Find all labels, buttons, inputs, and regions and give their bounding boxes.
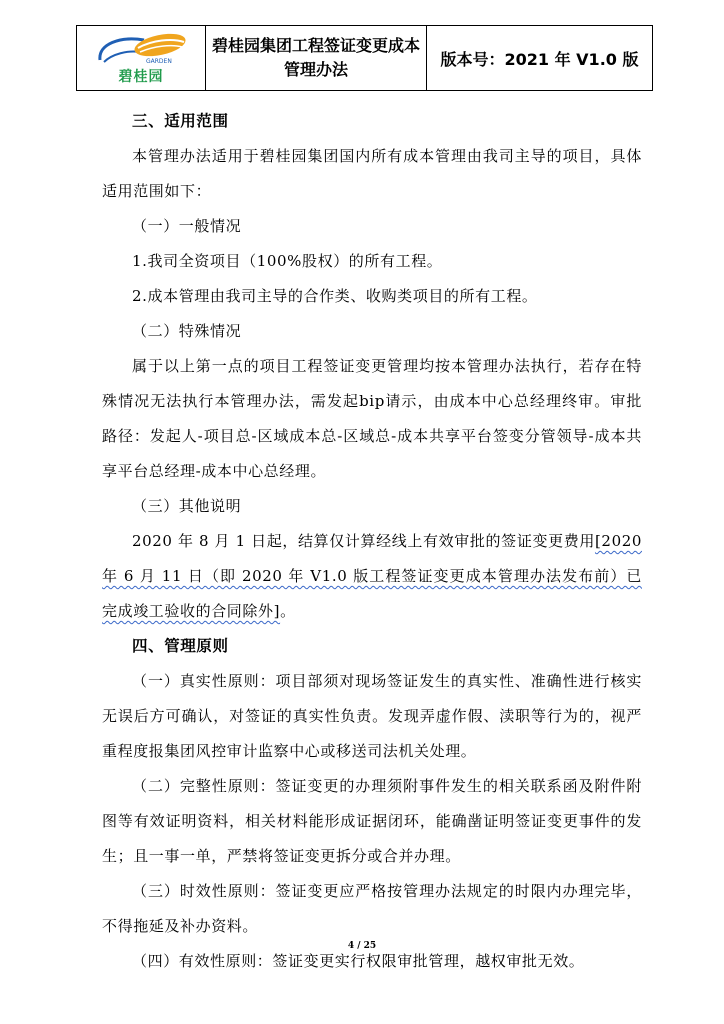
- other-notes-text: 2020 年 8 月 1 日起，结算仅计算经线上有效审批的签证变更费用: [132, 532, 595, 550]
- other-notes-exception: [2020 年 6 月 11 日（即 2020 年 V1.0 版工程签证变更成本管理办法发布前）已完成竣工验收的合同除外]: [102, 532, 642, 620]
- principle-authenticity: （一）真实性原则：项目部须对现场签证发生的真实性、准确性进行核实无误后方可确认，对签证的真实性负责。发现弄虚作假、渎职等行为的，视严重程度报集团风控审计监察中心或移送司法机关处理。: [102, 672, 642, 760]
- principle-completeness: （二）完整性原则：签证变更的办理须附事件发生的相关联系函及附件附图等有效证明资料，相关材料能形成证据闭环，能确凿证明签证变更事件的发生；且一事一单，严禁将签证变更拆分或合并办理。: [102, 777, 642, 865]
- document-body: [102, 104, 642, 979]
- page-number: 4 / 25: [347, 941, 377, 951]
- version-label: 版本号：2021 年 V1.0 版: [427, 26, 653, 91]
- section-3-heading: 三、适用范围: [132, 112, 229, 130]
- section-4-heading: 四、管理原则: [132, 637, 229, 655]
- other-notes-paragraph: [102, 524, 642, 629]
- section-3-intro: 本管理办法适用于碧桂园集团国内所有成本管理由我司主导的项目，具体适用范围如下：: [102, 147, 642, 200]
- principle-validity: （四）有效性原则：签证变更实行权限审批管理，越权审批无效。: [132, 952, 585, 970]
- scope-item-1: 1.我司全资项目（100%股权）的所有工程。: [132, 252, 443, 270]
- logo-cell: [77, 26, 206, 91]
- principle-timeliness: （三）时效性原则：签证变更应严格按管理办法规定的时限内办理完毕，不得拖延及补办资料。: [102, 882, 642, 935]
- logo-text: 碧桂园: [118, 69, 164, 85]
- subsection-general-heading: （一）一般情况: [132, 217, 242, 235]
- scope-item-2: 2.成本管理由我司主导的合作类、收购类项目的所有工程。: [132, 287, 538, 305]
- company-logo: [86, 30, 196, 86]
- logo-swoosh-icon: [94, 30, 190, 70]
- other-notes-end: 。: [280, 602, 296, 620]
- header-table: [76, 25, 653, 91]
- document-title: 碧桂园集团工程签证变更成本管理办法: [206, 26, 427, 91]
- svg-text:GARDEN: GARDEN: [146, 58, 172, 65]
- subsection-special-heading: （二）特殊情况: [132, 322, 242, 340]
- special-case-paragraph: 属于以上第一点的项目工程签证变更管理均按本管理办法执行，若存在特殊情况无法执行本管理办法，需发起bip请示，由成本中心总经理终审。审批路径：发起人-项目总-区域成本总-区域总-成本共享平台签变分管领导-成本共享平台总经理-成本中心总经理。: [102, 357, 642, 480]
- subsection-other-heading: （三）其他说明: [132, 497, 242, 515]
